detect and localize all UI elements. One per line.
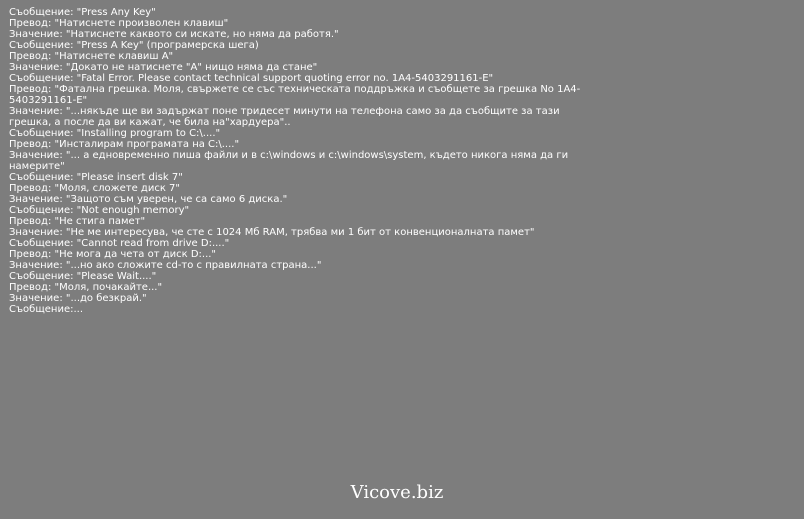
joke-line: Превод: "Натиснете клавиш А" <box>9 51 174 62</box>
joke-line: Превод: "Фатална грешка. Моля, свържете се със техническата поддръжка и съобщете за грешка No 1A4-5403291161-E" <box>9 84 581 106</box>
joke-line: Значение: "... а едновременно пиша файли и в c:\windows и c:\windows\system, където никога няма да ги намерите" <box>9 150 569 172</box>
joke-line: Съобщение: "Press Any Key" <box>9 7 156 18</box>
joke-line: Значение: "Не ме интересува, че сте с 1024 Мб RAM, трябва ми 1 бит от конвенционалната памет" <box>9 227 535 238</box>
joke-line: Превод: "Не мога да чета от диск D:..." <box>9 249 217 260</box>
site-watermark: Vicove.biz <box>350 482 444 503</box>
joke-line: Значение: "...до безкрай." <box>9 293 147 304</box>
joke-line: Превод: "Натиснете произволен клавиш" <box>9 18 229 29</box>
joke-line: Съобщение: "Please insert disk 7" <box>9 172 183 183</box>
joke-line: Значение: "Натиснете каквото си искате, но няма да работя." <box>9 29 339 40</box>
joke-line: Съобщение: "Fatal Error. Please contact technical support quoting error no. 1A4-5403291161-E" <box>9 73 494 84</box>
joke-line: Значение: "Защото съм уверен, че са само 6 диска." <box>9 194 288 205</box>
joke-line: Съобщение: "Please Wait...." <box>9 271 157 282</box>
joke-line: Съобщение: "Not enough memory" <box>9 205 190 216</box>
joke-line: Съобщение:... <box>9 304 83 315</box>
joke-line: Значение: "Докато не натиснете "А" нищо няма да стане" <box>9 62 318 73</box>
joke-line: Превод: "Инсталирам програмата на C:\...." <box>9 139 240 150</box>
joke-line: Съобщение: "Cannot read from drive D:...." <box>9 238 230 249</box>
joke-line: Превод: "Моля, сложете диск 7" <box>9 183 181 194</box>
joke-text <box>9 7 589 315</box>
joke-line: Съобщение: "Installing program to C:\...." <box>9 128 221 139</box>
joke-line: Значение: "...но ако сложите cd-то с правилната страна..." <box>9 260 322 271</box>
joke-line: Значение: "...някъде ще ви задържат поне тридесет минути на телефона само за да съобщите за тази грешка, а после да ви кажат, че била на"хардуера".. <box>9 106 560 128</box>
joke-line: Превод: "Моля, почакайте..." <box>9 282 163 293</box>
joke-line: Превод: "Не стига памет" <box>9 216 146 227</box>
joke-line: Съобщение: "Press A Key" (програмерска шега) <box>9 40 259 51</box>
